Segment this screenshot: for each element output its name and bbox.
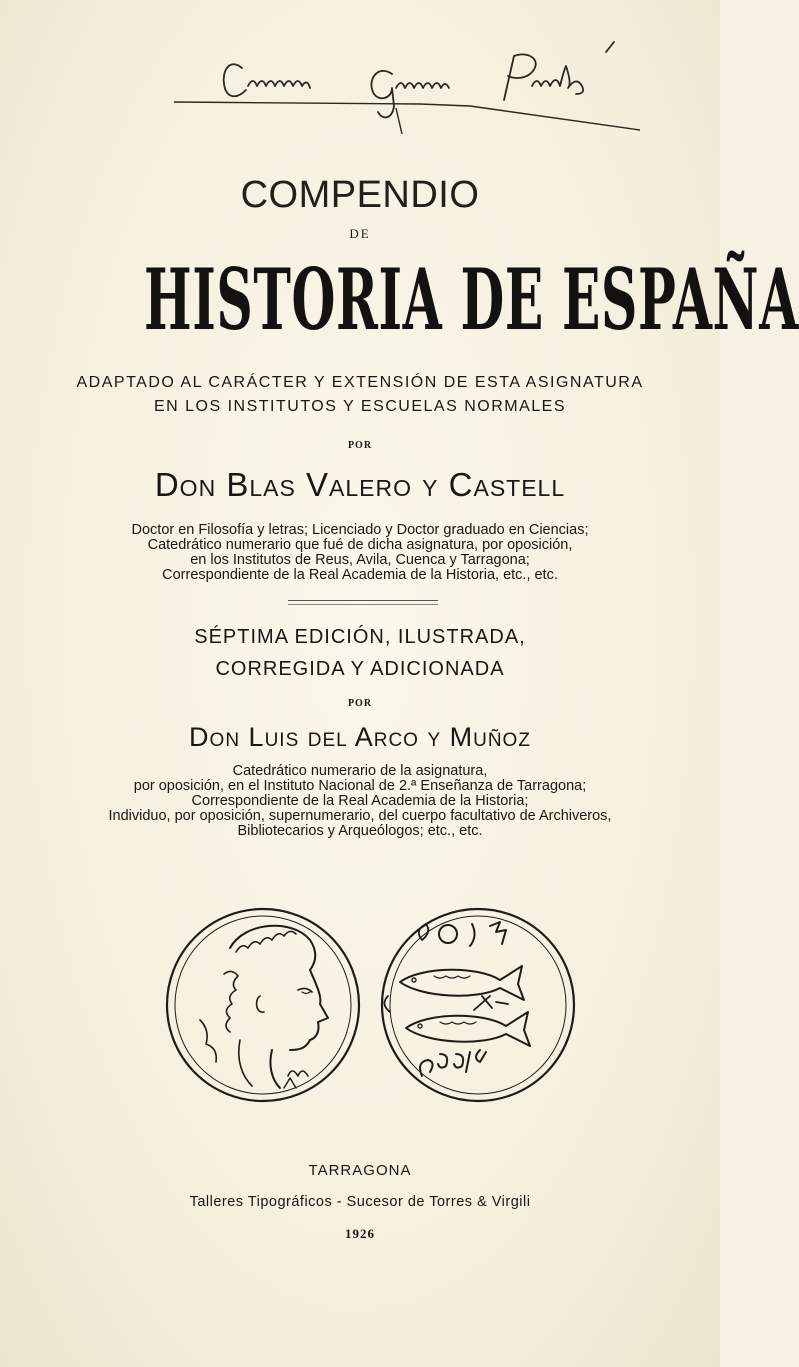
title-de: DE	[349, 226, 371, 241]
subtitle-line-1: ADAPTADO AL CARÁCTER Y EXTENSIÓN DE ESTA ASIGNATURA	[76, 374, 644, 391]
editor-credential-5: Bibliotecarios y Arqueólogos; etc., etc.	[237, 823, 483, 839]
imprint-year: 1926	[345, 1226, 375, 1241]
coin-head-icon	[167, 909, 359, 1101]
edition-line-2: CORREGIDA Y ADICIONADA	[215, 658, 505, 680]
divider-rule-lower	[288, 604, 438, 605]
imprint-printer: Talleres Tipográficos - Sucesor de Torres & Virgili	[189, 1194, 531, 1210]
divider-rule	[288, 600, 438, 601]
editor-name: Don Luis del Arco y Muñoz	[189, 722, 531, 752]
coin-illustrations	[160, 900, 580, 1110]
handwritten-signature	[170, 40, 640, 150]
por-label-1: POR	[347, 440, 373, 451]
author-name: Don Blas Valero y Castell	[154, 466, 566, 503]
author-credential-3: en los Institutos de Reus, Avila, Cuenca y Tarragona;	[190, 552, 530, 568]
por-label-2: POR	[347, 698, 373, 709]
editor-credential-4: Individuo, por oposición, supernumerario, del cuerpo facultativo de Archiveros,	[108, 808, 612, 824]
author-credential-2: Catedrático numerario que fué de dicha asignatura, por oposición,	[147, 537, 573, 553]
imprint-place: TARRAGONA	[308, 1162, 412, 1179]
title-compendio: COMPENDIO	[240, 174, 480, 216]
editor-credential-1: Catedrático numerario de la asignatura,	[232, 763, 488, 779]
main-title: HISTORIA DE ESPAÑA	[143, 250, 799, 349]
coin-fish-icon	[382, 909, 574, 1101]
editor-credential-3: Correspondiente de la Real Academia de la Historia;	[191, 793, 529, 809]
edition-line-1: SÉPTIMA EDICIÓN, ILUSTRADA,	[194, 626, 526, 648]
author-credential-4: Correspondiente de la Real Academia de la Historia, etc., etc.	[162, 567, 558, 583]
author-credential-1: Doctor en Filosofía y letras; Licenciado y Doctor graduado en Ciencias;	[131, 522, 589, 538]
signature-icon	[170, 40, 640, 150]
subtitle-line-2: EN LOS INSTITUTOS Y ESCUELAS NORMALES	[153, 398, 567, 415]
editor-credential-2: por oposición, en el Instituto Nacional de 2.ª Enseñanza de Tarragona;	[133, 778, 587, 794]
